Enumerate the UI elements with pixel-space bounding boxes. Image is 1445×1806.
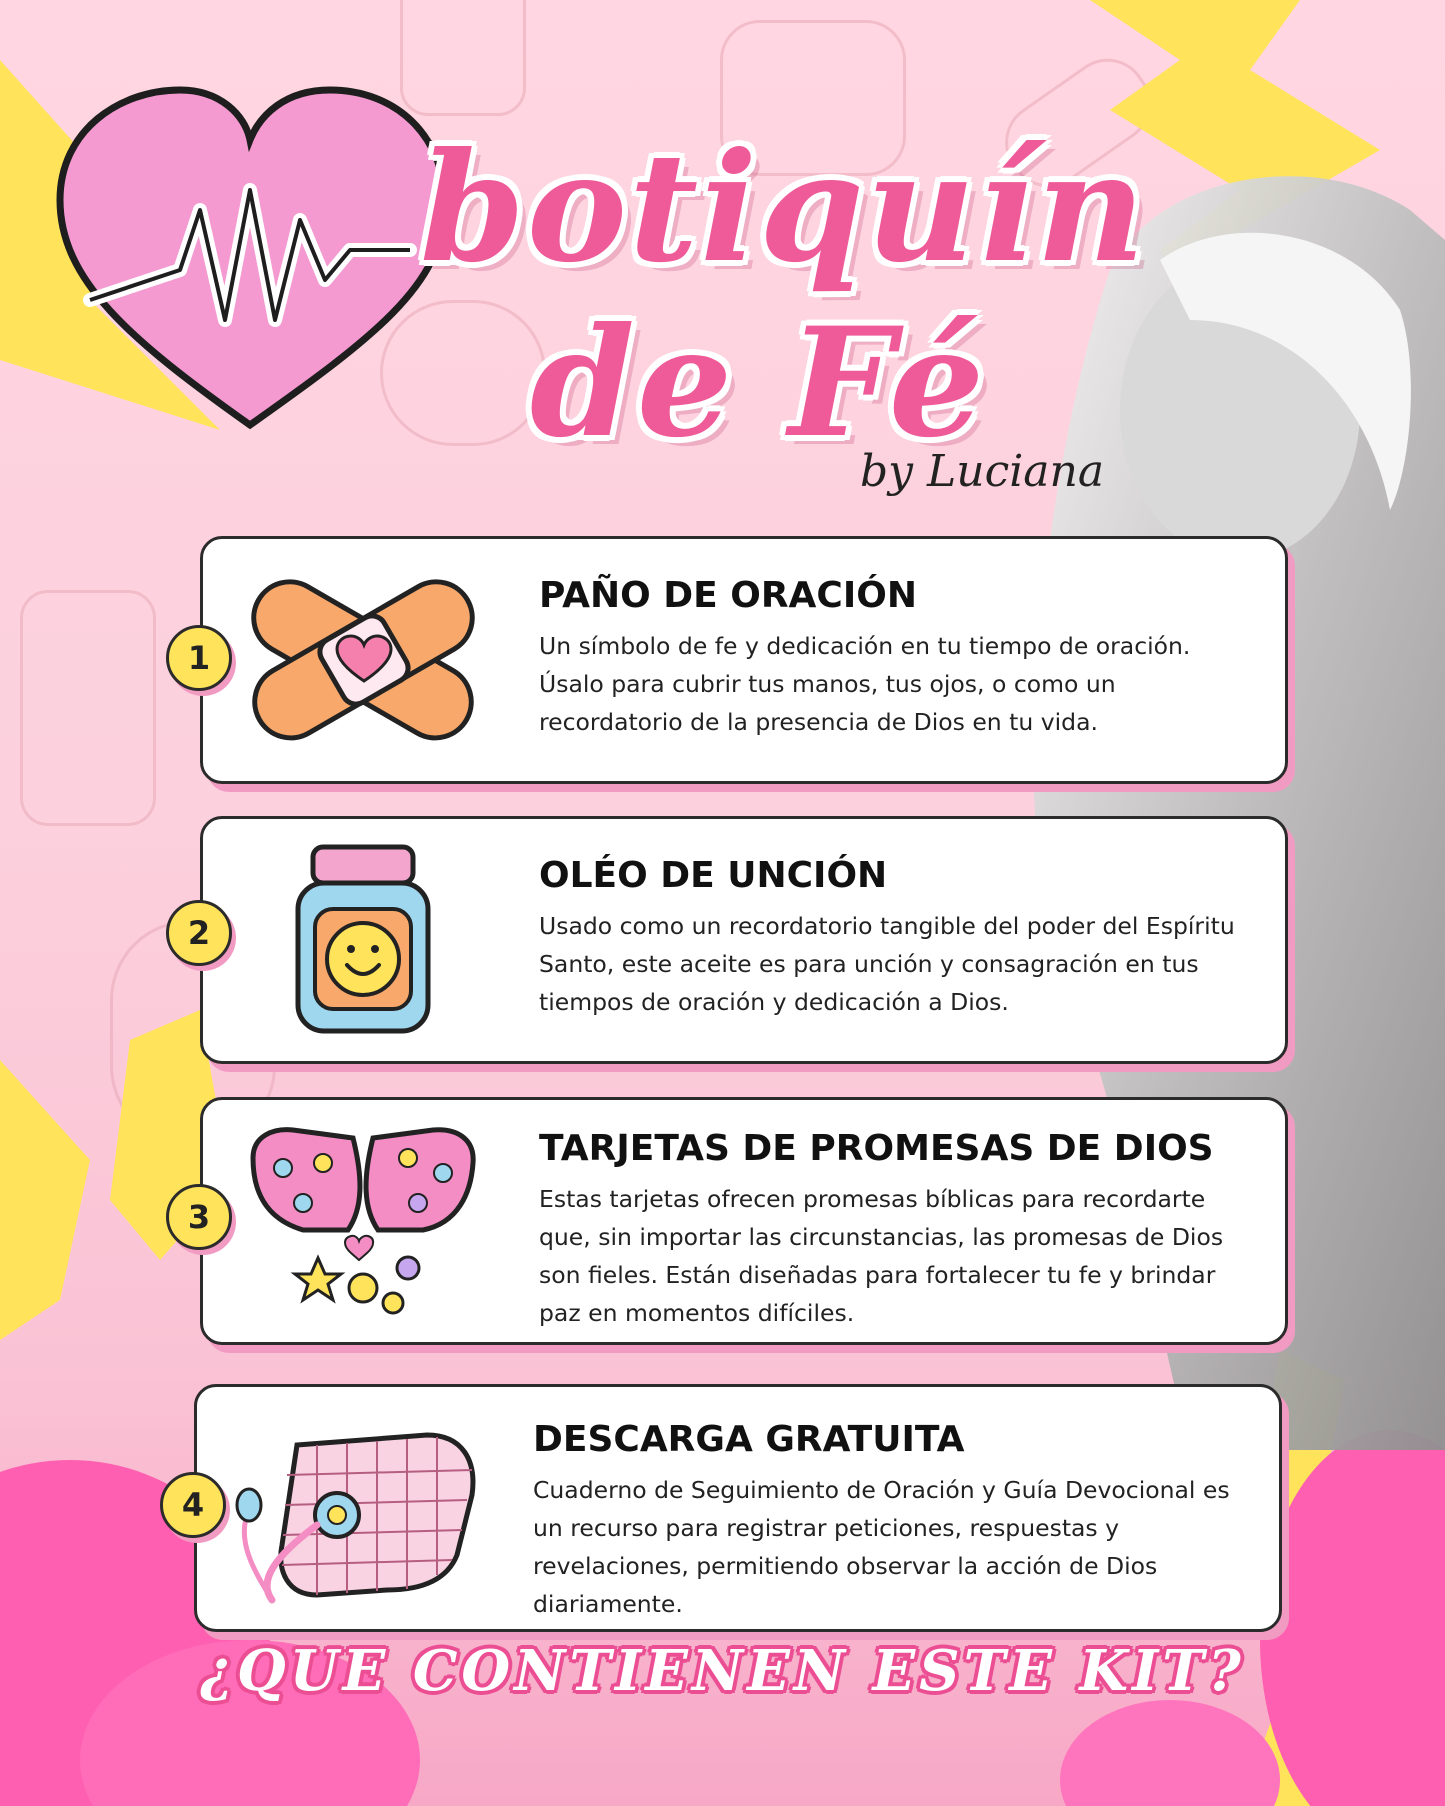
kit-item-card bbox=[200, 1097, 1288, 1345]
card-title: TARJETAS DE PROMESAS DE DIOS bbox=[539, 1128, 1214, 1169]
title-line-2: de Fé bbox=[530, 295, 987, 471]
blood-pressure-cuff-icon bbox=[227, 1405, 487, 1610]
card-title: PAÑO DE ORACIÓN bbox=[539, 575, 917, 616]
kit-item-card bbox=[194, 1384, 1282, 1632]
card-title: DESCARGA GRATUITA bbox=[533, 1419, 965, 1460]
card-description: Cuaderno de Seguimiento de Oración y Guía Devocional es un recurso para registrar peticiones, respuestas y revelaciones, permitiendo observar la acción de Dios diariamente. bbox=[533, 1476, 1230, 1618]
card-description: Un símbolo de fe y dedicación en tu tiempo de oración. Úsalo para cubrir tus manos, tus ojos, o como un recordatorio de la presencia de Dios en tu vida. bbox=[539, 632, 1191, 736]
item-number-badge: 4 bbox=[160, 1472, 226, 1538]
kit-item-card bbox=[200, 536, 1288, 784]
item-number-badge: 1 bbox=[166, 625, 232, 691]
kit-item-card bbox=[200, 816, 1288, 1064]
bandage-icon bbox=[233, 559, 493, 759]
title-line-1: botiquín bbox=[420, 120, 1148, 296]
pill-capsule-icon bbox=[243, 1118, 483, 1323]
card-title: OLÉO DE UNCIÓN bbox=[539, 855, 888, 896]
item-number-badge: 2 bbox=[166, 900, 232, 966]
oil-jar-icon bbox=[283, 839, 443, 1039]
footer-title: ¿QUE CONTIENEN ESTE KIT? bbox=[200, 1638, 1245, 1704]
heartbeat-heart-icon bbox=[50, 70, 450, 450]
card-description: Estas tarjetas ofrecen promesas bíblicas para recordarte que, sin importar las circunstancias, las promesas de Dios son fieles. Están diseñadas para fortalecer tu fe y brindar paz en momentos difíciles. bbox=[539, 1185, 1224, 1327]
item-number-badge: 3 bbox=[166, 1184, 232, 1250]
byline: by Luciana bbox=[860, 446, 1105, 497]
card-description: Usado como un recordatorio tangible del poder del Espíritu Santo, este aceite es para unción y consagración en tus tiempos de oración y dedicación a Dios. bbox=[539, 912, 1235, 1016]
